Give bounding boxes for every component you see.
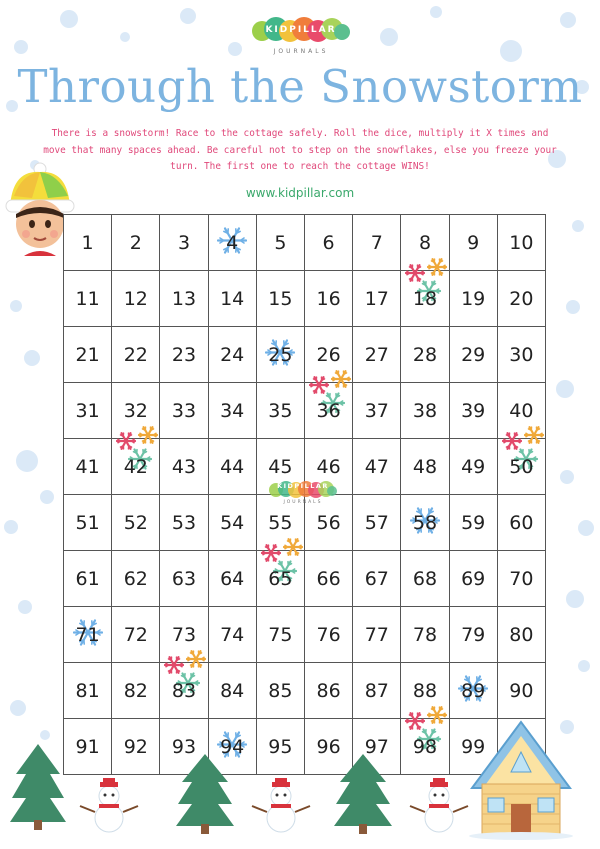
cell-number: 25 [268,343,293,366]
cell-number: 88 [412,679,438,702]
cell-number: 4 [226,231,239,254]
cell-number: 11 [75,287,100,310]
board-watermark-subtitle: JOURNALS [283,500,323,505]
cell-number: 7 [370,231,383,254]
cell-number: 37 [364,399,389,422]
brand-subtitle: JOURNALS [273,48,329,55]
board-cell-71 [64,607,112,663]
pine-tree-icon [8,740,68,832]
cell-number: 14 [220,287,245,310]
cell-number: 72 [123,623,148,646]
board-cell-58 [401,495,449,551]
board-cell-95 [257,719,305,775]
board-cell-62 [112,551,160,607]
board-cell-17 [353,271,401,327]
cell-number: 98 [412,735,438,758]
cell-number: 20 [509,287,534,310]
cell-number: 50 [509,455,534,478]
board-cell-67 [353,551,401,607]
board-cell-61 [64,551,112,607]
cell-number: 24 [220,343,245,366]
cell-number: 71 [75,623,100,646]
cell-number: 51 [75,511,100,534]
cell-number: 87 [364,679,389,702]
board-cell-72 [112,607,160,663]
cell-number: 74 [220,623,245,646]
cell-number: 84 [220,679,245,702]
board-cell-64 [209,551,257,607]
board-cell-78 [401,607,449,663]
board-cell-4 [209,215,257,271]
cell-number: 29 [461,343,486,366]
board-cell-51 [64,495,112,551]
brand-name: KIDPILLAR [265,25,337,35]
board-cell-57 [353,495,401,551]
snowman-icon [78,778,140,834]
cell-number: 5 [274,231,287,254]
cell-number: 48 [412,455,438,478]
cell-number: 17 [364,287,389,310]
cell-number: 63 [171,567,197,590]
board-cell-52 [112,495,160,551]
cell-number: 39 [461,399,486,422]
board-cell-31 [64,383,112,439]
website-link[interactable]: www.kidpillar.com [245,186,355,200]
board-cell-68 [401,551,449,607]
cell-number: 46 [316,455,341,478]
cell-number: 61 [75,567,100,590]
cell-number: 75 [268,623,293,646]
board-cell-23 [160,327,208,383]
board-cell-19 [450,271,498,327]
cell-number: 62 [123,567,148,590]
cell-number: 38 [412,399,438,422]
cell-number: 92 [123,735,148,758]
cell-number: 18 [412,287,438,310]
board-cell-10 [498,215,546,271]
board-cell-22 [112,327,160,383]
cell-number: 59 [461,511,486,534]
board-cell-70 [498,551,546,607]
brand-logo [252,16,350,62]
cell-number: 2 [129,231,142,254]
cell-number: 6 [322,231,335,254]
cell-number: 47 [364,455,389,478]
cell-number: 31 [75,399,100,422]
board-cell-2 [112,215,160,271]
board-cell-59 [450,495,498,551]
cell-number: 99 [461,735,486,758]
board-cell-21 [64,327,112,383]
board-cell-53 [160,495,208,551]
cell-number: 70 [509,567,534,590]
cell-number: 96 [316,735,341,758]
board-cell-14 [209,271,257,327]
board-cell-43 [160,439,208,495]
board-cell-60 [498,495,546,551]
board-cell-86 [305,663,353,719]
cell-number: 22 [123,343,148,366]
board-cell-41 [64,439,112,495]
board-cell-90 [498,663,546,719]
board-watermark-name: KIDPILLAR [277,482,329,490]
cell-number: 83 [171,679,197,702]
snowman-icon [250,778,312,834]
pine-tree-icon [172,752,238,836]
cell-number: 79 [461,623,486,646]
cell-number: 58 [412,511,438,534]
board-cell-15 [257,271,305,327]
board-cell-82 [112,663,160,719]
board-cell-6 [305,215,353,271]
cell-number: 42 [123,455,148,478]
board-cell-63 [160,551,208,607]
cell-number: 68 [412,567,438,590]
board-cell-24 [209,327,257,383]
board-cell-87 [353,663,401,719]
board-cell-18 [401,271,449,327]
board-cell-84 [209,663,257,719]
board-cell-37 [353,383,401,439]
board-cell-38 [401,383,449,439]
cell-number: 16 [316,287,341,310]
board-cell-48 [401,439,449,495]
cell-number: 44 [220,455,245,478]
cell-number: 82 [123,679,148,702]
board-cell-54 [209,495,257,551]
board-cell-34 [209,383,257,439]
cell-number: 21 [75,343,100,366]
cell-number: 81 [75,679,100,702]
cell-number: 97 [364,735,389,758]
cell-number: 64 [220,567,245,590]
cell-number: 73 [171,623,197,646]
board-cell-16 [305,271,353,327]
cell-number: 93 [171,735,197,758]
board-cell-76 [305,607,353,663]
cell-number: 33 [171,399,197,422]
cell-number: 13 [171,287,197,310]
cell-number: 32 [123,399,148,422]
pine-tree-icon [330,752,396,836]
board-cell-11 [64,271,112,327]
cell-number: 91 [75,735,100,758]
cell-number: 57 [364,511,389,534]
board-cell-20 [498,271,546,327]
cell-number: 80 [509,623,534,646]
board-cell-5 [257,215,305,271]
cell-number: 53 [171,511,197,534]
cell-number: 52 [123,511,148,534]
board-cell-29 [450,327,498,383]
board-cell-1 [64,215,112,271]
cell-number: 19 [461,287,486,310]
cell-number: 95 [268,735,293,758]
cell-number: 66 [316,567,341,590]
board-cell-33 [160,383,208,439]
board-cell-66 [305,551,353,607]
board-cell-65 [257,551,305,607]
board-cell-85 [257,663,305,719]
cell-number: 3 [177,231,191,254]
board-cell-50 [498,439,546,495]
board-cell-28 [401,327,449,383]
board-cell-74 [209,607,257,663]
board-cell-91 [64,719,112,775]
cell-number: 34 [220,399,245,422]
cell-number: 27 [364,343,389,366]
game-instructions: There is a snowstorm! Race to the cottage safely. Roll the dice, multiply it X times and move that many spaces ahead. Be careful not to step on the snowflakes, else you freeze your turn. The first one to reach the cottage WINS! [43,128,557,172]
board-cell-44 [209,439,257,495]
cell-number: 77 [364,623,389,646]
board-cell-25 [257,327,305,383]
board-cell-27 [353,327,401,383]
cell-number: 86 [316,679,341,702]
board-cell-42 [112,439,160,495]
cell-number: 12 [123,287,148,310]
cell-number: 54 [220,511,245,534]
board-cell-92 [112,719,160,775]
cell-number: 76 [316,623,341,646]
board-cell-39 [450,383,498,439]
cell-number: 85 [268,679,293,702]
cell-number: 90 [509,679,534,702]
cell-number: 10 [509,231,534,254]
board-cell-77 [353,607,401,663]
cell-number: 78 [412,623,438,646]
cell-number: 15 [268,287,293,310]
board-cell-35 [257,383,305,439]
snowman-icon [408,778,470,834]
board-cell-49 [450,439,498,495]
board-cell-83 [160,663,208,719]
board-cell-3 [160,215,208,271]
cell-number: 41 [75,455,100,478]
cell-number: 56 [316,511,341,534]
board-cell-13 [160,271,208,327]
cell-number: 55 [268,511,293,534]
cell-number: 1 [81,231,94,254]
cell-number: 8 [418,231,432,254]
cell-number: 23 [171,343,197,366]
board-cell-30 [498,327,546,383]
cell-number: 94 [220,735,245,758]
board-cell-47 [353,439,401,495]
board-cell-36 [305,383,353,439]
cell-number: 40 [509,399,534,422]
cell-number: 35 [268,399,293,422]
cell-number: 67 [364,567,389,590]
board-cell-75 [257,607,305,663]
board-cell-80 [498,607,546,663]
board-cell-79 [450,607,498,663]
cell-number: 69 [461,567,486,590]
cell-number: 49 [461,455,486,478]
board-cell-7 [353,215,401,271]
cell-number: 45 [268,455,293,478]
page-title: Through the Snowstorm [17,60,583,113]
cell-number: 60 [509,511,534,534]
board-cell-9 [450,215,498,271]
cell-number: 65 [268,567,293,590]
board-cell-12 [112,271,160,327]
cell-number: 9 [467,231,480,254]
cell-number: 30 [509,343,534,366]
board-cell-81 [64,663,112,719]
board-cell-89 [450,663,498,719]
board-cell-98 [401,719,449,775]
cell-number: 43 [171,455,197,478]
board-cell-69 [450,551,498,607]
cell-number: 89 [461,679,486,702]
cell-number: 36 [316,399,341,422]
cell-number: 26 [316,343,341,366]
cell-number: 28 [412,343,438,366]
